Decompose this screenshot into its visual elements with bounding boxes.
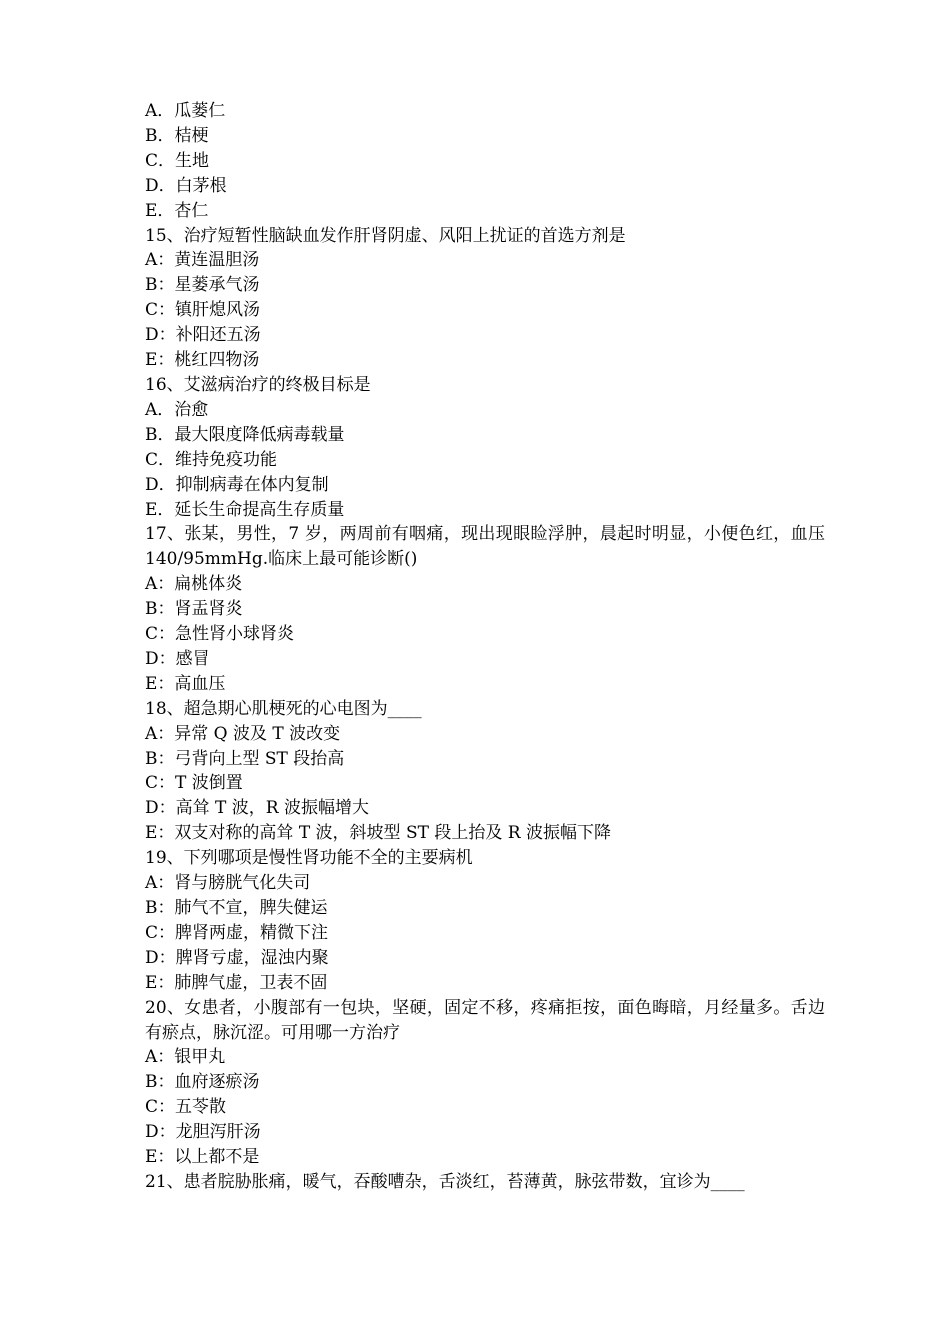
- question-15: 15、治疗短暂性脑缺血发作肝肾阴虚、风阳上扰证的首选方剂是: [145, 225, 626, 246]
- option-line: E：双支对称的高耸 T 波，斜坡型 ST 段上抬及 R 波振幅下降: [145, 823, 611, 844]
- option-line: D：脾肾亏虚，湿浊内聚: [145, 947, 329, 968]
- option-line: E：高血压: [145, 673, 226, 694]
- option-line: D：感冒: [145, 648, 210, 669]
- option-line: C：脾肾两虚，精微下注: [145, 922, 329, 943]
- question-19: 19、下列哪项是慢性肾功能不全的主要病机: [145, 848, 473, 869]
- option-line: B：肺气不宣，脾失健运: [145, 898, 328, 918]
- option-line: B：肾盂肾炎: [145, 599, 243, 620]
- option-line: C．维持免疫功能: [145, 449, 278, 470]
- option-line: A：黄连温胆汤: [145, 250, 260, 271]
- option-line: B：星蒌承气汤: [145, 275, 260, 296]
- option-line: E：肺脾气虚，卫表不固: [145, 972, 328, 993]
- option-line: E：桃红四物汤: [145, 350, 260, 371]
- question-21: 21、患者脘胁胀痛，暖气，吞酸嘈杂，舌淡红，苔薄黄，脉弦带数，宜诊为____: [145, 1171, 745, 1192]
- option-line: D．抑制病毒在体内复制: [145, 474, 329, 495]
- option-line: A：异常 Q 波及 T 波改变: [145, 723, 341, 744]
- question-16: 16、艾滋病治疗的终极目标是: [145, 374, 371, 395]
- option-line: C．生地: [145, 150, 210, 171]
- option-line: D．白茅根: [145, 175, 227, 196]
- option-line: A：肾与膀胱气化失司: [145, 873, 311, 894]
- option-line: A．治愈: [145, 399, 209, 420]
- question-18: 18、超急期心肌梗死的心电图为____: [145, 698, 422, 719]
- option-line: B．最大限度降低病毒载量: [145, 424, 345, 445]
- option-line: E：以上都不是: [145, 1147, 260, 1168]
- option-line: C：五苓散: [145, 1097, 227, 1118]
- option-line: B．桔梗: [145, 125, 209, 146]
- question-20: 20、女患者，小腹部有一包块，坚硬，固定不移，疼痛拒按，面色晦暗，月经量多。舌边有瘀点，脉沉涩。可用哪一方治疗: [145, 997, 825, 1043]
- option-line: E．延长生命提高生存质量: [145, 499, 345, 520]
- option-line: E．杏仁: [145, 200, 209, 221]
- option-line: D：补阳还五汤: [145, 325, 261, 346]
- option-line: B：血府逐瘀汤: [145, 1072, 260, 1093]
- option-line: C：急性肾小球肾炎: [145, 624, 295, 645]
- option-line: A：扁桃体炎: [145, 574, 243, 595]
- option-line: B：弓背向上型 ST 段抬高: [145, 748, 345, 769]
- option-line: D：龙胆泻肝汤: [145, 1122, 261, 1143]
- option-line: A．瓜蒌仁: [145, 101, 226, 121]
- question-17: 17、张某，男性，7 岁，两周前有咽痛，现出现眼睑浮肿，晨起时明显，小便色红，血压 140/95mmHg.临床上最可能诊断(): [145, 524, 825, 570]
- option-line: D：高耸 T 波，R 波振幅增大: [145, 798, 369, 819]
- option-line: C：T 波倒置: [145, 773, 243, 794]
- option-line: A：银甲丸: [145, 1047, 226, 1068]
- document-page: [145, 99, 825, 1195]
- option-line: C：镇肝熄风汤: [145, 300, 261, 321]
